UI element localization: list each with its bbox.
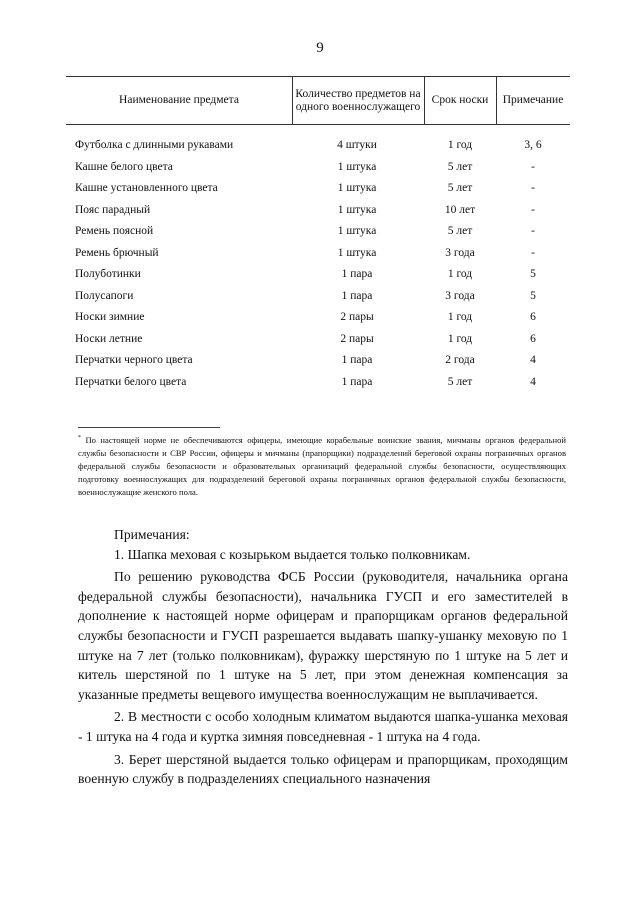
note-paragraph-4: 3. Берет шерстяной выдается только офицерам и прапорщикам, проходящим военную службу в подразделениях специального назначения: [78, 751, 568, 787]
note-cell: 6: [530, 311, 536, 323]
item-name-cell: Пояс парадный: [75, 203, 151, 216]
quantity-cell: 1 пара: [341, 375, 373, 388]
table-row: [66, 264, 570, 286]
wear-term-cell: 10 лет: [444, 203, 476, 216]
note-paragraph-1: 1. Шапка меховая с козырьком выдается только полковникам.: [114, 546, 471, 562]
note-cell: -: [531, 160, 535, 173]
quantity-cell: 1 пара: [341, 354, 373, 366]
wear-term-cell: 2 года: [445, 354, 475, 366]
notes-title: Примечания:: [114, 527, 190, 542]
header-item-name: Наименование предмета: [119, 94, 239, 106]
note-cell: 4: [530, 375, 536, 388]
page-number: 9: [316, 40, 324, 56]
item-name-cell: Носки летние: [75, 332, 143, 345]
item-name-cell: Ремень поясной: [75, 225, 154, 237]
note-cell: -: [531, 225, 535, 237]
quantity-cell: 1 штука: [337, 182, 377, 194]
wear-term-cell: 1 год: [447, 268, 473, 280]
footnote-text: По настоящей норме не обеспечиваются офицеры, имеющие корабельные воинские звания, мичманы органов федеральной службы безопасности и СВР России, офицеры и мичманы (прапорщики) подразделений береговой охраны пограничных органов федеральной службы безопасности и образовательных организаций федеральной службы безопасности, осуществляющих подготовку военнослужащих для подразделений береговой охраны пограничных органов федеральной службы безопасности, военнослужащие женского пола.: [78, 434, 566, 498]
notes-section: [78, 525, 568, 789]
footnote: [78, 432, 566, 499]
item-name-cell: Перчатки белого цвета: [75, 375, 187, 388]
item-name-cell: Перчатки черного цвета: [75, 354, 193, 366]
item-name-cell: Кашне установленного цвета: [75, 182, 218, 194]
item-name-cell: Полусапоги: [75, 289, 134, 302]
quantity-cell: 1 пара: [341, 268, 373, 280]
header-note: Примечание: [502, 94, 564, 106]
table-row: [66, 221, 570, 243]
table-row: [66, 178, 570, 200]
header-quantity: Количество предметов на одного военнослужащего: [295, 87, 421, 113]
header-wear-term: Срок носки: [431, 94, 489, 106]
wear-term-cell: 3 года: [445, 289, 475, 302]
table-row: [66, 243, 570, 265]
note-cell: 5: [530, 268, 536, 280]
quantity-cell: 1 штука: [337, 246, 377, 259]
table-row: [66, 372, 570, 394]
note-cell: 5: [530, 289, 536, 302]
item-name-cell: Носки зимние: [75, 311, 145, 323]
table-row: [66, 157, 570, 179]
quantity-cell: 1 штука: [337, 225, 377, 237]
note-cell: 6: [530, 332, 536, 345]
wear-term-cell: 5 лет: [447, 375, 473, 388]
table-header: [66, 76, 570, 125]
wear-term-cell: 5 лет: [447, 160, 473, 173]
note-cell: 4: [530, 354, 536, 366]
quantity-cell: 1 пара: [341, 289, 373, 302]
quantity-cell: 2 пары: [340, 311, 374, 323]
quantity-cell: 1 штука: [337, 160, 377, 173]
note-cell: 3, 6: [524, 139, 542, 151]
wear-term-cell: 1 год: [447, 139, 473, 151]
table-row: [66, 329, 570, 351]
wear-term-cell: 1 год: [447, 311, 473, 323]
wear-term-cell: 5 лет: [447, 182, 473, 194]
quantity-cell: 1 штука: [337, 203, 377, 216]
note-cell: -: [531, 203, 535, 216]
table-row: [66, 286, 570, 308]
note-paragraph-3: 2. В местности с особо холодным климатом выдаются шапка-ушанка меховая - 1 штука на 4 года и куртка зимняя повседневная - 1 штука на 4 года.: [78, 709, 568, 744]
quantity-cell: 2 пары: [340, 332, 374, 345]
wear-term-cell: 1 год: [447, 332, 473, 345]
footnote-separator: [78, 427, 220, 428]
footnote-marker: *: [78, 435, 81, 441]
table-row: [66, 200, 570, 222]
note-cell: -: [531, 182, 535, 194]
items-table: [66, 76, 570, 393]
table-row: [66, 307, 570, 329]
table-row: [66, 135, 570, 157]
note-paragraph-2: По решению руководства ФСБ России (руководителя, начальника органа федеральной службы безопасности), начальника ГУСП и его заместителей в дополнение к настоящей норме офицерам и прапорщикам органов федеральной службы безопасности и ГУСП разрешается выдавать шапку-ушанку меховую по 1 штуке на 7 лет (только полковникам), фуражку шерстяную по 1 штуке на 5 лет и китель шерстяной по 1 штуке на 5 лет, при этом денежная компенсация за указанные предметы вещевого имущества военнослужащим не выплачивается.: [78, 569, 568, 702]
item-name-cell: Кашне белого цвета: [75, 160, 173, 173]
header-divider: [292, 77, 293, 124]
wear-term-cell: 5 лет: [447, 225, 473, 237]
wear-term-cell: 3 года: [445, 246, 475, 259]
quantity-cell: 4 штуки: [337, 139, 377, 151]
table-row: [66, 350, 570, 372]
item-name-cell: Полуботинки: [75, 268, 141, 280]
table-body: [66, 135, 570, 393]
item-name-cell: Ремень брючный: [75, 246, 159, 259]
item-name-cell: Футболка с длинными рукавами: [75, 139, 234, 151]
note-cell: -: [531, 246, 535, 259]
